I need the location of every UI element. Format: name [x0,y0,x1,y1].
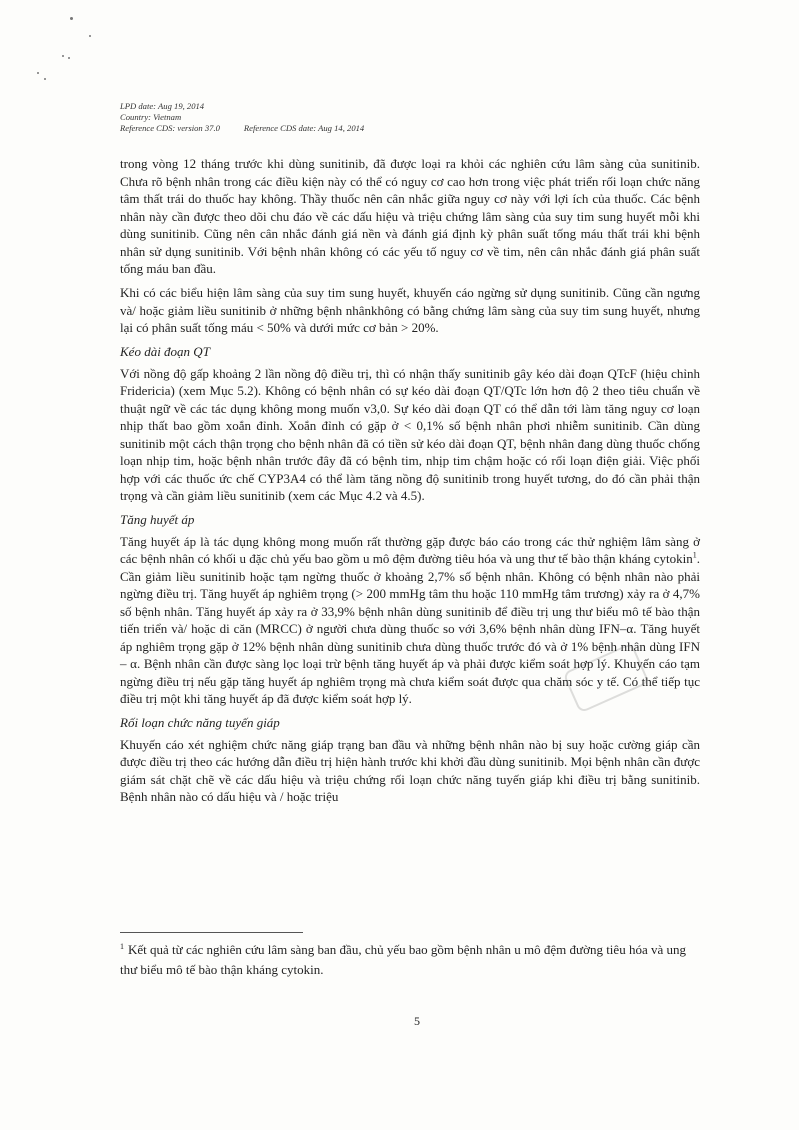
document-body [120,155,700,812]
scan-speck [37,72,39,74]
section-heading-qt: Kéo dài đoạn QT [120,344,210,359]
country: Country: Vietnam [120,112,182,122]
footnote-text: Kết quả từ các nghiên cứu lâm sàng ban đầu, chủ yếu bao gồm bệnh nhân u mô đệm đường tiêu hóa và ung thư biểu mô tế bào thận kháng cytokin. [120,942,686,977]
section-heading-thyroid: Rối loạn chức năng tuyến giáp [120,715,280,730]
lpd-date: LPD date: Aug 19, 2014 [120,101,205,111]
reference-cds-version: Reference CDS: version 37.0 [120,123,220,133]
paragraph: trong vòng 12 tháng trước khi dùng sunitinib, đã được loại ra khỏi các nghiên cứu lâm sàng của sunitinib. Chưa rõ bệnh nhân trong các điều kiện này có thể có nguy cơ cao hơn trong việc phát triển rối loạn chức năng tâm thất trái do thuốc hay không. Thầy thuốc nên cân nhắc giữa nguy cơ này với lợi ích của thuốc. Các bệnh nhân này cần được theo dõi chu đáo về các dấu hiệu và triệu chứng lâm sàng của suy tim sung huyết mỗi khi dùng sunitinib. Cũng nên cân nhắc đánh giá nền và đánh giá định kỳ phân suất tống máu thất trái khi bệnh nhân sử dụng sunitinib. Với bệnh nhân không có các yếu tố nguy cơ về tim, nên cân nhắc đánh giá phân suất tống máu ban đầu. [120,156,700,276]
reference-cds-date: Reference CDS date: Aug 14, 2014 [243,123,365,133]
footnote-mark: 1 [120,941,124,951]
scan-speck [89,35,91,37]
scan-speck [70,17,73,20]
footnote-divider [120,932,303,933]
reference-cds-line [120,123,364,134]
footnote [120,940,705,980]
paragraph-text: Tăng huyết áp là tác dụng không mong muốn rất thường gặp được báo cáo trong các thử nghiệm lâm sàng ở các bệnh nhân có khối u đặc chủ yếu bao gồm u mô đệm đường tiêu hóa và ung thư tế bào thận kháng cytokin [120,533,700,566]
paragraph: Với nồng độ gấp khoảng 2 lần nồng độ điều trị, thì có nhận thấy sunitinib gây kéo dài đoạn QTcF (hiệu chỉnh Fridericia) (xem Mục 5.2). Không có bệnh nhân có sự kéo dài đoạn QT/QTc lớn hơn độ 2 theo tiêu chuẩn về thuật ngữ về các tác dụng không mong muốn v3,0. Sự kéo dài đoạn QT có thể dẫn tới làm tăng nguy cơ loạn nhịp thất bao gồm xoắn đỉnh. Xoắn đỉnh có gặp ở < 0,1% số bệnh nhân phơi nhiễm sunitinib. Cần dùng sunitinib một cách thận trọng cho bệnh nhân đã có tiền sử kéo dài đoạn QT, bệnh nhân đang dùng thuốc chống loạn nhịp tim, hoặc bệnh nhân trước đây đã có bệnh tim, nhịp tim chậm hoặc có rối loạn điện giải. Việc phối hợp với các thuốc ức chế CYP3A4 có thể làm tăng nồng độ sunitinib trong huyết tương, do đó cần phải thận trọng và cần giảm liều sunitinib (xem các Mục 4.2 và 4.5). [120,365,700,503]
paragraph: Khuyến cáo xét nghiệm chức năng giáp trạng ban đầu và những bệnh nhân nào bị suy hoặc cường giáp cần được điều trị theo các hướng dẫn điều trị hiện hành trước khi khởi đầu dùng sunitinib. Mọi bệnh nhân cần được giám sát chặt chẽ về các dấu hiệu và triệu chứng rối loạn chức năng tuyến giáp khi điều trị bằng sunitinib. Bệnh nhân nào có dấu hiệu và / hoặc triệu [120,736,700,804]
section-heading-hypertension: Tăng huyết áp [120,512,195,527]
page-number: 5 [414,1014,420,1028]
paragraph-text: . Cần giảm liều sunitinib hoặc tạm ngừng thuốc ở khoảng 2,7% số bệnh nhân. Không có bệnh nhân nào phải ngừng điều trị. Tăng huyết áp nghiêm trọng (> 200 mmHg tâm thu hoặc 110 mmHg tâm trương) xảy ra ở 4,7% số bệnh nhân. Tăng huyết áp xảy ra ở 33,9% bệnh nhân dùng sunitinib để điều trị ung thư biểu mô tế bào thận tiến triển và/ hoặc di căn (MRCC) ở người chưa dùng thuốc so với 3,6% bệnh nhân dùng IFN–α. Tăng huyết áp nghiêm trọng gặp ở 12% bệnh nhân dùng sunitinib chưa dùng thuốc trước đó và ở 1% bệnh nhân dùng IFN – α. Bệnh nhân cần được sàng lọc loại trừ bệnh tăng huyết áp và phải được kiểm soát hợp lý. Khuyến cáo tạm ngừng điều trị nếu gặp tăng huyết áp nghiêm trọng mà chưa kiểm soát được qua chăm sóc y tế. Có thể tiếp tục điều trị một khi tăng huyết áp đã được kiểm soát hợp lý. [120,551,700,706]
scan-speck [44,78,46,80]
paragraph: Khi có các biểu hiện lâm sàng của suy tim sung huyết, khuyến cáo ngừng sử dụng sunitinib. Cũng cần ngưng và/ hoặc giảm liều sunitinib ở những bệnh nhânkhông có bằng chứng lâm sàng của suy tim sung huyết, nhưng lại có phân suất tống máu < 50% và dưới mức cơ bản > 20%. [120,285,700,335]
scan-speck [62,55,64,57]
scan-speck [68,57,70,59]
footnote-reference: 1 [692,550,697,560]
document-header [120,101,364,134]
